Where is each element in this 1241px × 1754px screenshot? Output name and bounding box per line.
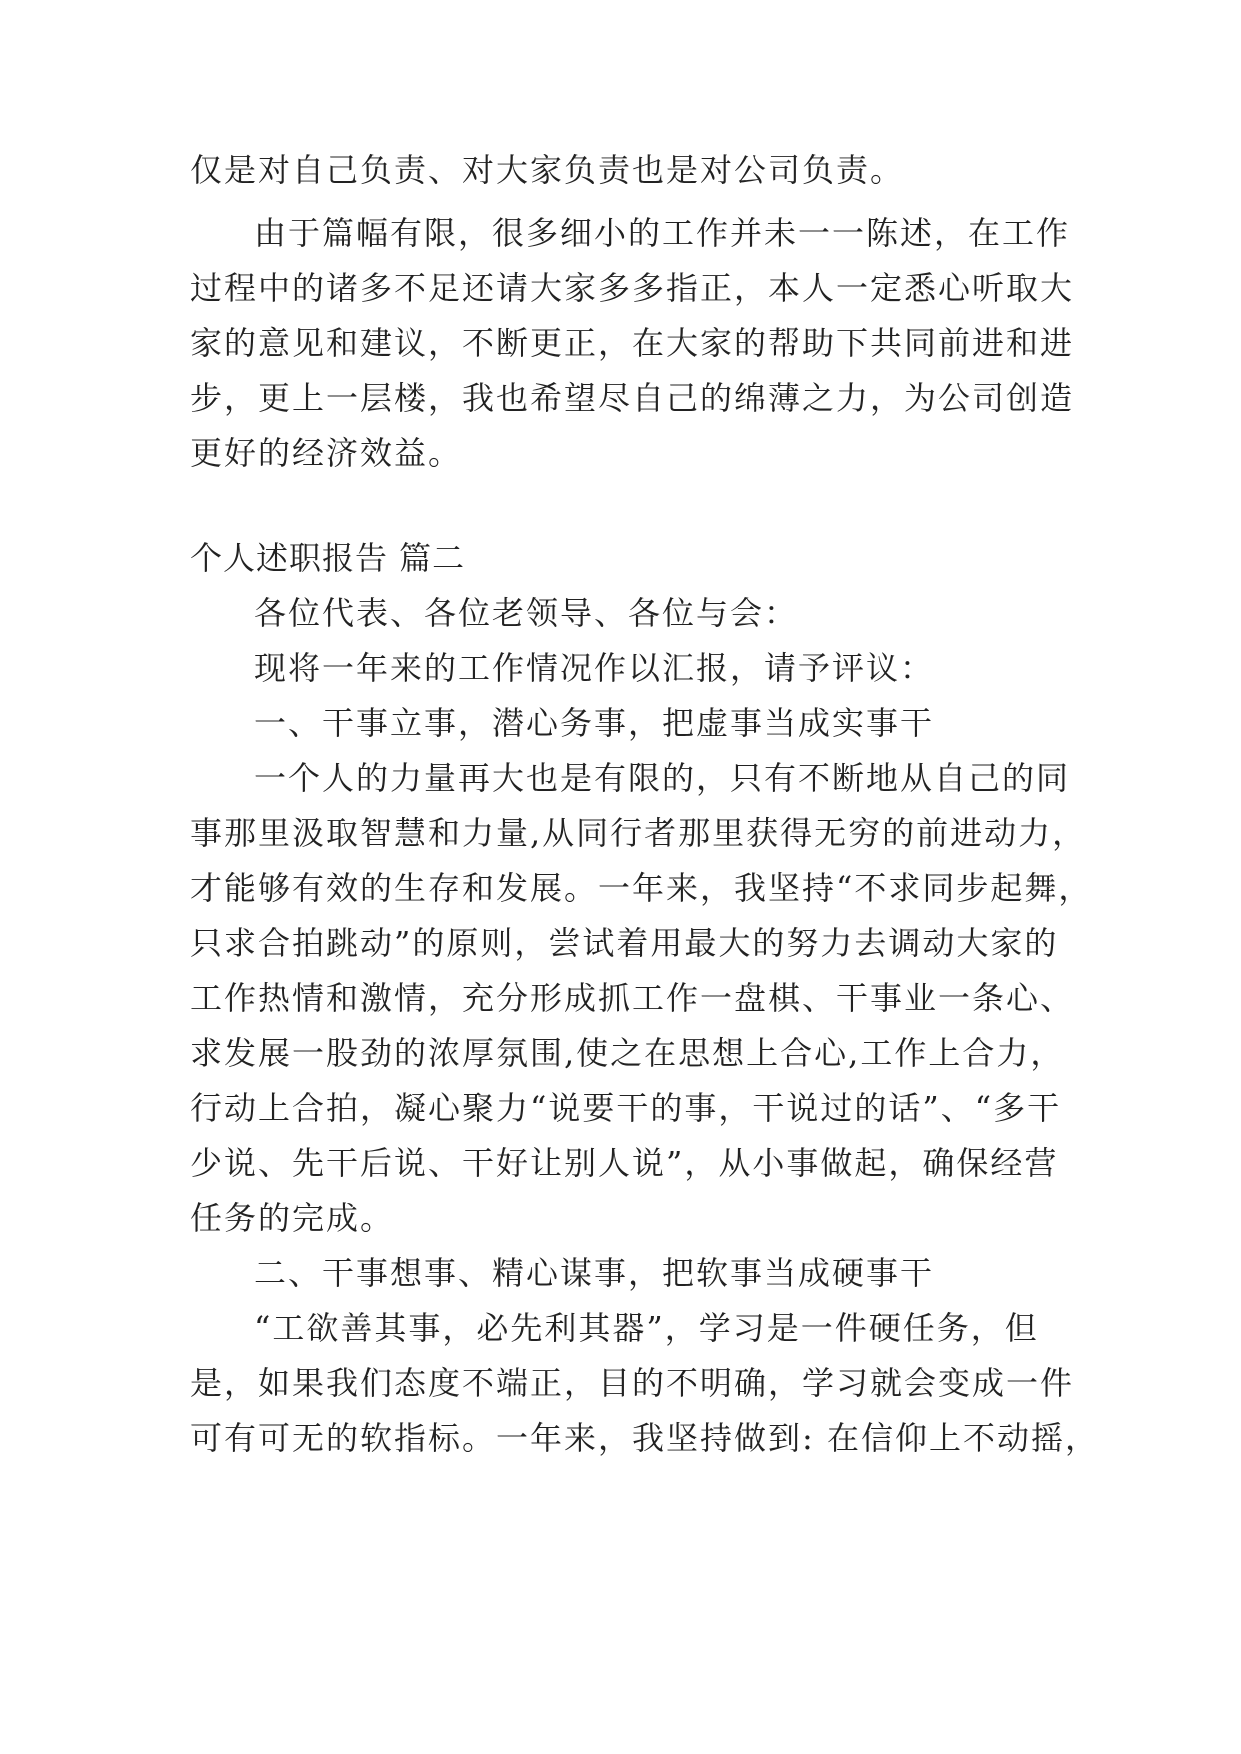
paragraph-line: 由于篇幅有限，很多细小的工作并未一一陈述，在工作 [254, 214, 1071, 252]
paragraph-line: 步，更上一层楼，我也希望尽自己的绵薄之力，为公司创造 [190, 379, 1075, 417]
subheading-2: 二、干事想事、精心谋事，把软事当成硬事干 [254, 1254, 935, 1292]
paragraph-line: 只求合拍跳动”的原则，尝试着用最大的努力去调动大家的 [190, 924, 1059, 962]
paragraph-line: 一个人的力量再大也是有限的，只有不断地从自己的同 [254, 759, 1071, 797]
paragraph-line: “工欲善其事，必先利其器”，学习是一件硬任务，但 [254, 1309, 1039, 1347]
paragraph-line: 事那里汲取智慧和力量,从同行者那里获得无穷的前进动力， [190, 814, 1087, 852]
salutation: 各位代表、各位老领导、各位与会： [254, 594, 799, 632]
paragraph-line: 更好的经济效益。 [190, 434, 463, 472]
paragraph-line: 行动上合拍，凝心聚力“说要干的事，干说过的话”、“多干 [190, 1089, 1062, 1127]
paragraph-line: 求发展一股劲的浓厚氛围,使之在思想上合心,工作上合力， [190, 1034, 1065, 1072]
paragraph-line: 是，如果我们态度不端正，目的不明确，学习就会变成一件 [190, 1364, 1075, 1402]
subheading-1: 一、干事立事，潜心务事，把虚事当成实事干 [254, 704, 935, 742]
paragraph-line: 少说、先干后说、干好让别人说”，从小事做起，确保经营 [190, 1144, 1059, 1182]
paragraph-continuation-line: 仅是对自己负责、对大家负责也是对公司负责。 [190, 151, 905, 189]
paragraph-line: 工作热情和激情，充分形成抓工作一盘棋、干事业一条心、 [190, 979, 1075, 1017]
paragraph-line: 可有可无的软指标。一年来，我坚持做到: 在信仰上不动摇， [190, 1419, 1099, 1457]
intro-line: 现将一年来的工作情况作以汇报，请予评议： [254, 649, 935, 687]
paragraph-line: 任务的完成。 [190, 1199, 395, 1237]
paragraph-line: 家的意见和建议，不断更正，在大家的帮助下共同前进和进 [190, 324, 1075, 362]
paragraph-line: 才能够有效的生存和发展。一年来，我坚持“不求同步起舞， [190, 869, 1093, 907]
section-title: 个人述职报告 篇二 [190, 539, 466, 577]
paragraph-line: 过程中的诸多不足还请大家多多指正，本人一定悉心听取大 [190, 269, 1075, 307]
